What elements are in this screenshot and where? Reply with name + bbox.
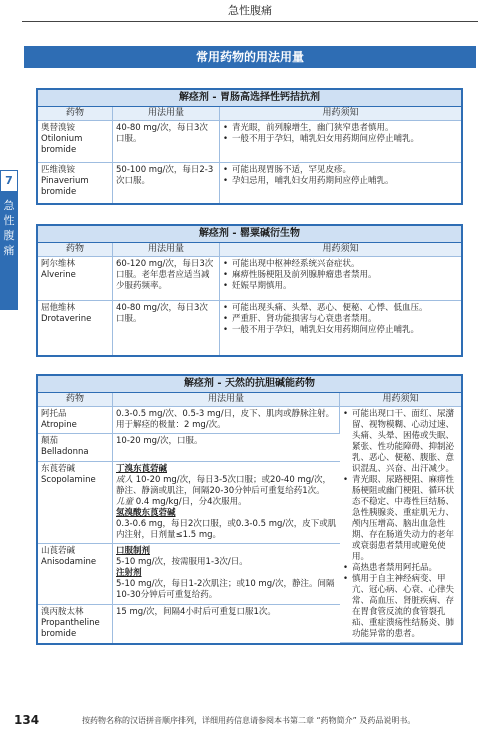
section-papaverine-derivative	[36, 224, 463, 357]
section-title: 解痉剂 - 罂粟碱衍生物	[38, 226, 461, 243]
drug-name-cell	[38, 257, 113, 301]
drug-table	[38, 393, 461, 643]
notes-cell	[340, 407, 462, 643]
section-anticholinergic	[36, 374, 463, 645]
dose-cell: 10-20 mg/次，口服。	[113, 434, 340, 461]
note-item: • 可能出现头痛、头晕、恶心、便秘、心悸、低血压。	[223, 303, 428, 313]
note-item: • 严重肝、肾功能损害与心衰患者禁用。	[223, 314, 377, 324]
section-title: 解痉剂 - 胃肠高选择性钙拮抗剂	[38, 90, 461, 107]
drug-name-cn: 颠茄	[41, 436, 59, 447]
drug-name-en: Scopolamine	[41, 474, 96, 485]
drug-name-en: Belladonna	[41, 447, 89, 458]
subform-dose: 0.3-0.6 mg，每日2次口服，或0.3-0.5 mg/次，皮下或肌内注射，日剂量≤1.5 mg。	[116, 518, 337, 540]
dose-cell	[113, 461, 340, 544]
drug-name-cn: 屈他维林	[41, 303, 76, 313]
footer-note: 按药物名称的汉语拼音顺序排列，详细用药信息请参阅本书第二章 “药物简介” 及药品说明书。	[82, 716, 416, 725]
child-dose: 儿童 0.4 mg/kg/日，分4次服用。	[116, 496, 247, 507]
table-row	[38, 121, 461, 163]
col-header-drug: 药物	[38, 107, 113, 121]
note-item: • 一般不用于孕妇，哺乳妇女用药期间应停止哺乳。	[223, 325, 420, 335]
note-item: • 高热患者禁用阿托品。	[343, 563, 438, 573]
drug-name-cn: 东莨菪碱	[41, 463, 76, 474]
notes-cell	[220, 257, 462, 301]
col-header-dose: 用法用量	[113, 243, 220, 257]
drug-name-cell	[38, 434, 113, 461]
table-row	[38, 257, 461, 301]
drug-name-en: Otilonium bromide	[41, 134, 83, 155]
adult-dose: 成人 10-20 mg/次，每日3-5次口服；或20-40 mg/次，静注、静滴或肌注，间隔20-30分钟后可重复给药1次。	[116, 474, 331, 496]
dose-cell: 40-80 mg/次，每日3次口服。	[113, 121, 220, 163]
dose-cell	[113, 544, 340, 605]
col-header-drug: 药物	[38, 393, 113, 407]
drug-name-cn: 阿尔维林	[41, 259, 76, 269]
drug-name-cell	[38, 461, 113, 544]
table-row	[38, 301, 461, 355]
dose-cell: 60-120 mg/次，每日3次口服。老年患者应适当减少服药频率。	[113, 257, 220, 301]
page-number: 134	[14, 713, 40, 727]
subform-title: 注射剂	[116, 568, 142, 579]
dose-cell: 0.3-0.5 mg/次、0.5-3 mg/日，皮下、肌肉或静脉注射。用于解痉的极量：2 mg/次。	[113, 407, 340, 434]
subform-dose: 5-10 mg/次，每日1-2次肌注；或10 mg/次，静注。间隔10-30分钟后可重复给药。	[116, 579, 335, 601]
note-item: • 可能出现中枢神经系统兴奋症状。	[223, 259, 360, 269]
drug-name-en: Pinaverium bromide	[41, 176, 89, 197]
note-item: • 妊娠早期慎用。	[223, 281, 292, 291]
header-divider	[22, 21, 478, 22]
drug-name-cell	[38, 121, 113, 163]
drug-name-en: Propantheline bromide	[41, 618, 100, 640]
col-header-drug: 药物	[38, 243, 113, 257]
note-item: • 孕妇忌用，哺乳妇女用药期间应停止哺乳。	[223, 176, 394, 186]
drug-name-cn: 奥替溴铵	[41, 123, 76, 133]
drug-name-cn: 匹维溴铵	[41, 165, 76, 175]
note-item: • 青光眼、尿路梗阻、麻痹性肠梗阻或幽门梗阻、循环状态不稳定、中毒性巨结肠、急性胰腺炎、重症肌无力、颅内压增高、脑出血急性期、存在肠道失动力的老年或衰弱患者禁用或避免使用。	[343, 475, 455, 562]
subform-title: 口服制剂	[116, 546, 151, 557]
note-item: • 可能出现口干、面红、尿潴留、视物模糊、心动过速、头痛、头晕、困倦或失眠、紧张、性功能障碍、抑制泌乳、恶心、便秘、腹胀、意识混乱、兴奋、出汗减少。	[343, 409, 455, 474]
section-title: 解痉剂 - 天然的抗胆碱能药物	[38, 376, 461, 393]
drug-name-cell	[38, 301, 113, 355]
drug-name-en: Alverine	[41, 270, 76, 280]
dose-cell: 40-80 mg/次，每日3次口服。	[113, 301, 220, 355]
note-item: • 青光眼，前列腺增生，幽门狭窄患者慎用。	[223, 123, 394, 133]
subform-title: 丁溴东莨菪碱	[116, 463, 168, 474]
subform-title: 氢溴酸东莨菪碱	[116, 507, 176, 518]
notes-cell	[220, 301, 462, 355]
drug-name-en: Atropine	[41, 420, 77, 430]
note-item: • 慎用于自主神经病变、甲亢、冠心病、心衰、心律失常、高血压、肾脏疾病、存在胃食管反流的食管裂孔疝、重症溃疡性结肠炎、肺功能异常的患者。	[343, 574, 455, 639]
col-header-notes: 用药须知	[340, 393, 462, 407]
note-item: • 一般不用于孕妇，哺乳妇女用药期间应停止哺乳。	[223, 134, 420, 144]
drug-name-cn: 山莨菪碱	[41, 546, 76, 557]
dose-cell: 15 mg/次，间隔4小时后可重复口服1次。	[116, 607, 276, 618]
drug-name-cn: 溴丙胺太林	[41, 607, 84, 618]
chapter-number: 7	[0, 170, 18, 192]
note-item: • 麻痹性肠梗阻及前列腺肿瘤患者禁用。	[223, 270, 377, 280]
note-item: • 可能出现胃肠不适，罕见皮疹。	[223, 165, 352, 175]
drug-name-en: Drotaverine	[41, 314, 92, 324]
drug-table	[38, 107, 461, 203]
col-header-notes: 用药须知	[220, 107, 462, 121]
page-header-title: 急性腹痛	[228, 4, 272, 17]
drug-name-cell	[38, 605, 113, 643]
table-row	[38, 163, 461, 203]
col-header-notes: 用药须知	[220, 243, 462, 257]
drug-name-cell	[38, 544, 113, 605]
section-calcium-antagonist	[36, 88, 463, 205]
table-row	[38, 407, 461, 434]
subform-dose: 5-10 mg/次，按需服用1-3次/日。	[116, 557, 248, 568]
drug-table	[38, 243, 461, 355]
main-title: 常用药物的用法用量	[24, 46, 476, 68]
drug-name-cn: 阿托品	[41, 409, 67, 419]
col-header-dose: 用法用量	[113, 107, 220, 121]
chapter-side-tab	[0, 170, 18, 310]
dose-cell: 50-100 mg/次，每日2-3次口服。	[113, 163, 220, 203]
drug-name-cell	[38, 407, 113, 434]
notes-cell	[220, 121, 462, 163]
col-header-dose: 用法用量	[113, 393, 340, 407]
drug-name-cell	[38, 163, 113, 203]
drug-name-en: Anisodamine	[41, 557, 97, 568]
chapter-label: 急性腹痛	[3, 199, 15, 257]
notes-cell	[220, 163, 462, 203]
